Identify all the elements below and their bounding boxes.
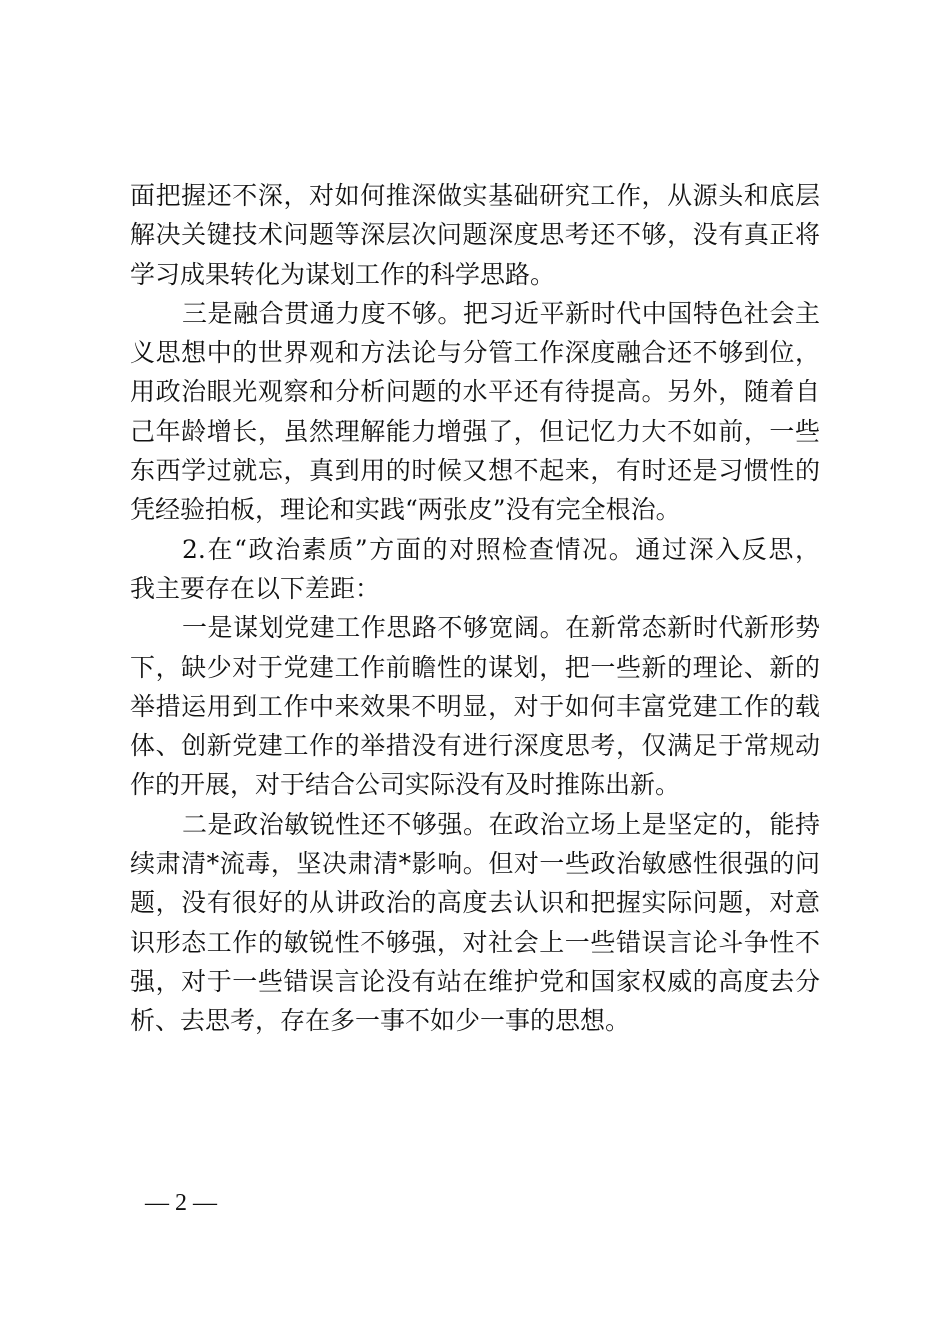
text-line: 三是融合贯通力度不够。把习近平新时代中国特色社会主: [182, 298, 820, 328]
text-line: 举措运用到工作中来效果不明显，对于如何丰富党建工作的载: [130, 691, 820, 721]
page-number: — 2 —: [145, 1190, 217, 1216]
text-line: 义思想中的世界观和方法论与分管工作深度融合还不够到位，: [130, 338, 820, 368]
text-line: 体、创新党建工作的举措没有进行深度思考，仅满足于常规动: [130, 731, 820, 761]
text-line: 己年龄增长，虽然理解能力增强了，但记忆力大不如前，一些: [130, 416, 820, 446]
text-line: 解决关键技术问题等深层次问题深度思考还不够，没有真正将: [130, 220, 820, 250]
text-line: 2.在“政治素质”方面的对照检查情况。通过深入反思，: [182, 534, 820, 564]
text-line: 面把握还不深，对如何推深做实基础研究工作，从源头和底层: [130, 181, 820, 210]
text-line: 续肃清*流毒，坚决肃清*影响。但对一些政治敏感性很强的问: [130, 849, 820, 879]
text-line: 析、去思考，存在多一事不如少一事的思想。: [130, 1006, 631, 1036]
text-line: 识形态工作的敏锐性不够强，对社会上一些错误言论斗争性不: [130, 927, 820, 957]
text-line: 题，没有很好的从讲政治的高度去认识和把握实际问题，对意: [130, 888, 820, 918]
text-line: 二是政治敏锐性还不够强。在政治立场上是坚定的，能持: [182, 809, 820, 839]
text-line: 作的开展，对于结合公司实际没有及时推陈出新。: [130, 770, 681, 800]
text-line: 凭经验拍板，理论和实践“两张皮”没有完全根治。: [130, 495, 681, 525]
text-line: 学习成果转化为谋划工作的科学思路。: [130, 259, 556, 289]
text-line: 下，缺少对于党建工作前瞻性的谋划，把一些新的理论、新的: [130, 652, 820, 682]
text-line: 用政治眼光观察和分析问题的水平还有待提高。另外，随着自: [130, 377, 820, 407]
text-line: 一是谋划党建工作思路不够宽阔。在新常态新时代新形势: [182, 613, 820, 643]
text-line: 我主要存在以下差距：: [130, 573, 381, 603]
text-line: 强，对于一些错误言论没有站在维护党和国家权威的高度去分: [130, 966, 820, 996]
text-line: 东西学过就忘，真到用的时候又想不起来，有时还是习惯性的: [130, 456, 820, 486]
document-body: [130, 176, 820, 1041]
